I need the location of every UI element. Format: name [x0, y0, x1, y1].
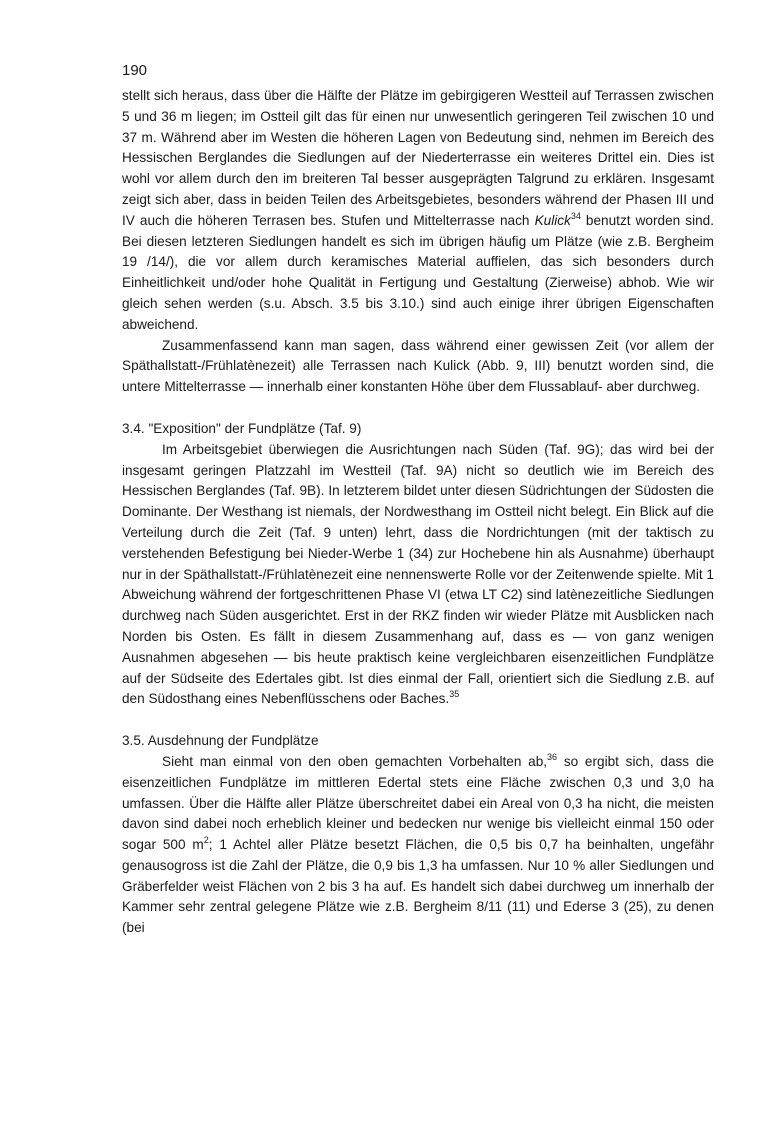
- section-heading-3-5: 3.5. Ausdehnung der Fundplätze: [122, 733, 319, 749]
- footnote-ref: 35: [449, 689, 460, 700]
- footnote-ref: 34: [570, 210, 581, 221]
- paragraph-text: benutzt worden sind. Bei diesen letzteren Siedlungen handelt es sich im übrigen häufig um Plätze (wie z.B. Bergheim 19 /14/), die vor allem durch keramisches Material auffielen, das sich besonders durch Einheitlichkeit und/oder hohe Qualität in Fertigung und Gestaltung (Zierweise) abhob. Wie wir gleich sehen werden (s.u. Absch. 3.5 bis 3.10.) sind auch einige ihrer übrigen Eigenschaften abweichend.: [122, 212, 714, 332]
- square-superscript: 2: [203, 835, 209, 846]
- paragraph-terraces: [122, 86, 714, 336]
- paragraph-summary: Zusammenfassend kann man sagen, dass während einer gewissen Zeit (vor allem der Späthallstatt-/Frühlatènezeit) alle Terrassen nach Kulick (Abb. 9, III) benutzt worden sind, die untere Mittelterrasse — innerhalb einer konstanten Höhe über dem Flussablauf- aber durchweg.: [122, 337, 714, 395]
- section-heading-3-4: 3.4. "Exposition" der Fundplätze (Taf. 9): [122, 420, 362, 436]
- body-text: [122, 86, 714, 939]
- paragraph-extent: [122, 752, 714, 939]
- page-number: 190: [122, 62, 148, 79]
- paragraph-text: Im Arbeitsgebiet überwiegen die Ausrichtungen nach Süden (Taf. 9G); das wird bei der insgesamt geringen Platzzahl im Westteil (Taf. 9A) nicht so deutlich wie im Bereich des Hessischen Berglandes (Taf. 9B). In letzterem bildet unter diesen Südrichtungen der Südosten die Dominante. Der Westhang ist niemals, der Nordwesthang im Ostteil nicht belegt. Ein Blick auf die Verteilung durch die Zeit (Taf. 9 unten) lehrt, dass die Nordrichtungen (mit der taktisch zu verstehenden Befestigung bei Nieder-Werbe 1 (34) zur Hochebene hin als Ausnahme) überhaupt nur in der Späthallstatt-/Frühlatènezeit eine nennenswerte Rolle vor der Zeitenwende spielte. Mit 1 Abweichung während der fortgeschrittenen Phase VI (etwa LT C2) sind latènezeitliche Siedlungen durchweg nach Süden ausgerichtet. Erst in der RKZ finden wir wieder Plätze mit Ausblicken nach Norden bis Osten. Es fällt in diesem Zusammenhang auf, dass es — von ganz wenigen Ausnahmen abgesehen — bis heute praktisch keine vergleichbaren eisenzeitlichen Fundplätze auf der Südseite des Edertales gibt. Ist dies einmal der Fall, orientiert sich die Siedlung z.B. auf den Südosthang eines Nebenflüsschens oder Baches.: [122, 441, 714, 707]
- paragraph-exposition: [122, 440, 714, 710]
- paragraph-text: ; 1 Achtel aller Plätze besetzt Flächen, die 0,5 bis 0,7 ha beinhalten, ungefähr genausogross ist die Zahl der Plätze, die 0,9 bis 1,3 ha umfassen. Nur 10 % aller Siedlungen und Gräberfelder weist Flächen von 2 bis 3 ha auf. Es handelt sich dabei durchweg um innerhalb der Kammer sehr zentral gelegene Plätze wie z.B. Bergheim 8/11 (11) und Ederse 3 (25), zu denen (bei: [122, 837, 715, 936]
- footnote-ref: 36: [547, 751, 558, 762]
- paragraph-text: stellt sich heraus, dass über die Hälfte der Plätze im gebirgigeren Westteil auf Terrassen zwischen 5 und 36 m liegen; im Ostteil gilt das für einen nur unwesentlich geringeren Teil zwischen 10 und 37 m. Während aber im Westen die höheren Lagen von Bedeutung sind, nehmen im Bereich des Hessischen Berglandes die Siedlungen auf der Niederterrasse ein weiteres Drittel ein. Dies ist wohl vor allem durch den im breiteren Tal besser ausgeprägten Talgrund zu erklären. Insgesamt zeigt sich aber, dass in beiden Teilen des Arbeitsgebietes, besonders während der Phasen III und IV auch die höheren Terrasen bes. Stufen und Mittelterrasse nach: [122, 88, 714, 228]
- author-citation: Kulick: [534, 212, 571, 228]
- paragraph-text: Sieht man einmal von den oben gemachten Vorbehalten ab,: [162, 753, 548, 769]
- paragraph-text: so ergibt sich, dass die eisenzeitlichen Fundplätze im mittleren Edertal stets eine Fläche zwischen 0,3 und 3,0 ha umfassen. Über die Hälfte aller Plätze überschreitet dabei ein Areal von 0,3 ha nicht, die meisten davon sind dabei noch erheblich kleiner und bedecken nur wenige bis vielleicht einmal 150 oder sogar 500 m: [122, 753, 714, 853]
